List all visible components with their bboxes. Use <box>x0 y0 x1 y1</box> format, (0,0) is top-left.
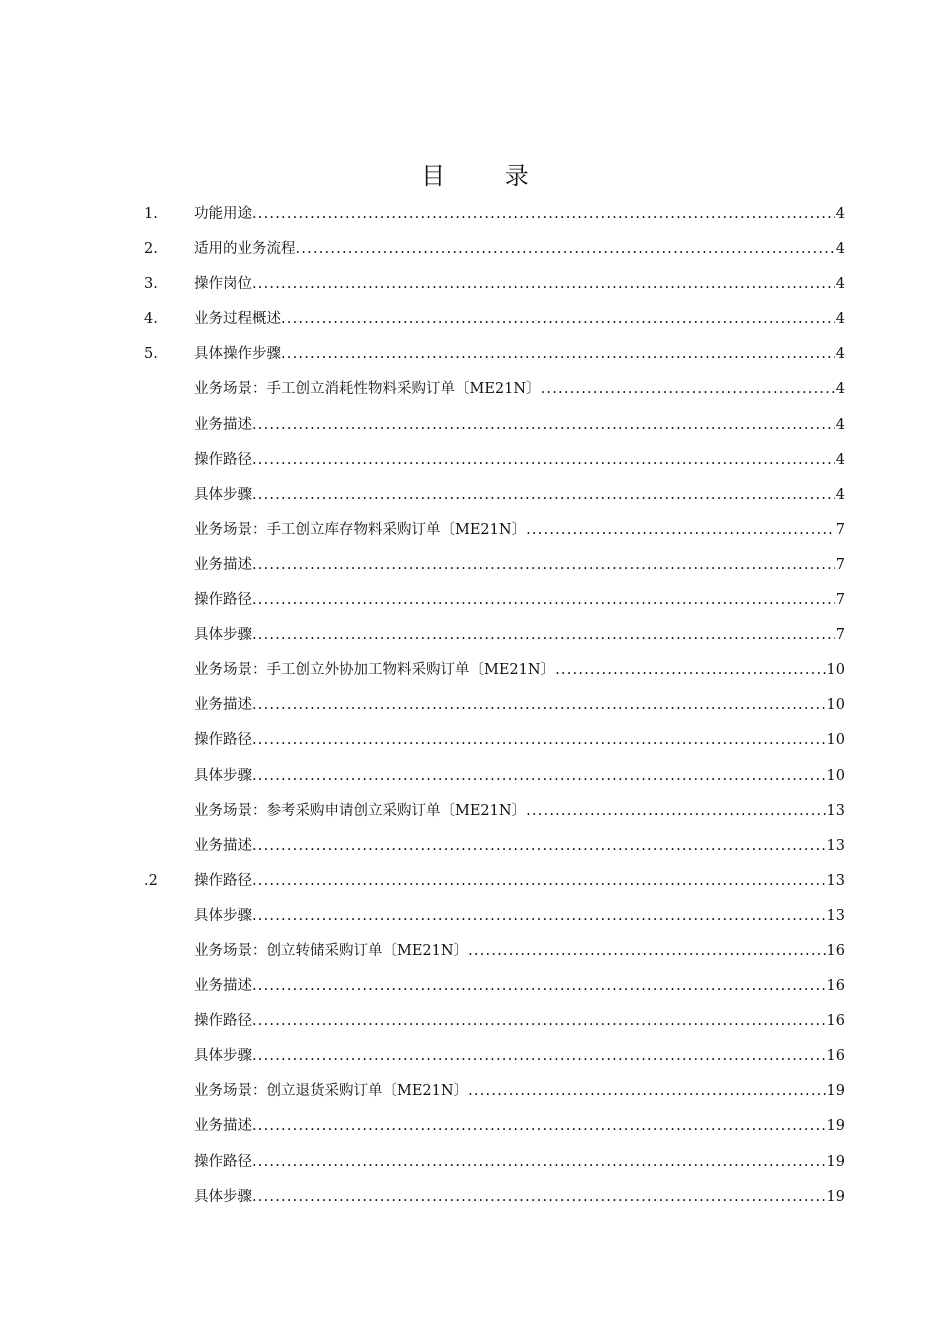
toc-entry[interactable] <box>0 968 950 1003</box>
toc-dot-leader <box>281 344 835 364</box>
toc-entry-text[interactable]: 操作路径 <box>194 1153 252 1170</box>
toc-entry-text[interactable]: 具体步骤 <box>194 1048 252 1065</box>
toc-entry-line <box>194 239 845 259</box>
toc-entry-page-number: 10 <box>826 662 845 679</box>
toc-entry[interactable] <box>0 301 950 336</box>
toc-entry-text[interactable]: 业务场景：参考采购申请创立采购订单〔ME21N〕 <box>194 802 527 819</box>
toc-entry-page-number: 19 <box>826 1153 845 1170</box>
toc-entry-page-number: 7 <box>835 556 845 573</box>
toc-dot-leader <box>468 941 825 961</box>
toc-entry-text[interactable]: 业务描述 <box>194 1118 252 1135</box>
toc-entry-line <box>194 415 845 435</box>
toc-entry-page-number: 10 <box>826 697 845 714</box>
toc-entry-line <box>194 274 845 294</box>
toc-entry-line <box>194 836 845 856</box>
toc-entry-line <box>194 555 845 575</box>
toc-dot-leader <box>296 239 835 259</box>
toc-entry-text[interactable]: 适用的业务流程 <box>194 241 296 258</box>
toc-entry-page-number: 19 <box>826 1118 845 1135</box>
toc-entry-page-number: 4 <box>835 451 845 468</box>
toc-entry[interactable] <box>0 828 950 863</box>
toc-entry-line <box>194 801 845 821</box>
toc-entry[interactable] <box>0 266 950 301</box>
toc-entry-line <box>194 976 845 996</box>
toc-entry[interactable] <box>0 442 950 477</box>
toc-entry[interactable] <box>0 758 950 793</box>
toc-entry-text[interactable]: 操作路径 <box>194 592 252 609</box>
toc-entry[interactable] <box>0 722 950 757</box>
toc-entry-text[interactable]: 具体步骤 <box>194 767 252 784</box>
toc-entry-number: 3. <box>144 276 158 293</box>
toc-entry-text[interactable]: 操作路径 <box>194 872 252 889</box>
toc-entry-text[interactable]: 业务场景：创立转储采购订单〔ME21N〕 <box>194 942 469 959</box>
toc-dot-leader <box>252 836 826 856</box>
toc-dot-leader <box>252 204 835 224</box>
toc-entry-text[interactable]: 业务场景：手工创立外协加工物料采购订单〔ME21N〕 <box>194 662 556 679</box>
toc-dot-leader <box>541 379 835 399</box>
toc-entry-text[interactable]: 业务描述 <box>194 697 252 714</box>
toc-dot-leader <box>252 766 826 786</box>
toc-entry-text[interactable]: 业务描述 <box>194 837 252 854</box>
toc-dot-leader <box>252 1152 826 1172</box>
toc-entry-text[interactable]: 业务描述 <box>194 556 252 573</box>
toc-entry-text[interactable]: 具体步骤 <box>194 627 252 644</box>
toc-dot-leader <box>555 660 825 680</box>
toc-entry[interactable] <box>0 687 950 722</box>
toc-entry-text[interactable]: 功能用途 <box>194 206 252 222</box>
toc-entry[interactable] <box>0 1179 950 1214</box>
toc-entry-text[interactable]: 操作岗位 <box>194 276 252 293</box>
toc-entry-page-number: 7 <box>835 627 845 644</box>
toc-dot-leader <box>252 1116 826 1136</box>
toc-entry-text[interactable]: 操作路径 <box>194 1013 252 1030</box>
toc-entry-line <box>194 625 845 645</box>
toc-dot-leader <box>252 555 835 575</box>
toc-entry-text[interactable]: 业务场景：创立退货采购订单〔ME21N〕 <box>194 1083 469 1100</box>
toc-entry-line <box>194 695 845 715</box>
toc-entry-page-number: 7 <box>835 521 845 538</box>
toc-dot-leader <box>252 274 835 294</box>
toc-entry-line <box>194 204 845 224</box>
toc-entry-line <box>194 450 845 470</box>
toc-dot-leader <box>252 1046 826 1066</box>
toc-entry-line <box>194 730 845 750</box>
toc-dot-leader <box>252 450 835 470</box>
toc-entry-number: .2 <box>144 872 158 889</box>
toc-entry-text[interactable]: 具体操作步骤 <box>194 346 281 363</box>
toc-list <box>0 196 950 1214</box>
toc-entry-line <box>194 485 845 505</box>
toc-entry-line <box>194 1187 845 1207</box>
toc-dot-leader <box>252 1011 826 1031</box>
toc-entry-line <box>194 941 845 961</box>
toc-entry[interactable] <box>0 898 950 933</box>
toc-entry-page-number: 16 <box>826 1013 845 1030</box>
toc-entry[interactable] <box>0 582 950 617</box>
toc-entry[interactable] <box>0 1038 950 1073</box>
toc-entry-line <box>194 1116 845 1136</box>
toc-entry-line <box>194 344 845 364</box>
toc-entry-page-number: 7 <box>835 592 845 609</box>
toc-entry-page-number: 10 <box>826 732 845 749</box>
toc-entry-page-number: 13 <box>826 907 845 924</box>
toc-entry-line <box>194 906 845 926</box>
toc-entry-line <box>194 1046 845 1066</box>
toc-entry-text[interactable]: 具体步骤 <box>194 1188 252 1205</box>
toc-entry-text[interactable]: 操作路径 <box>194 451 252 468</box>
toc-entry-line <box>194 590 845 610</box>
toc-entry-page-number: 4 <box>835 311 845 328</box>
toc-entry[interactable] <box>0 336 950 371</box>
toc-entry-page-number: 16 <box>826 942 845 959</box>
toc-entry[interactable] <box>0 1108 950 1143</box>
toc-entry-page-number: 4 <box>835 206 845 222</box>
toc-entry-page-number: 16 <box>826 978 845 995</box>
toc-entry-text[interactable]: 业务描述 <box>194 416 252 433</box>
toc-title: 目 录 <box>421 162 555 190</box>
toc-entry-number: 5. <box>144 346 158 363</box>
toc-entry-text[interactable]: 业务场景：手工创立库存物料采购订单〔ME21N〕 <box>194 521 527 538</box>
toc-dot-leader <box>252 695 826 715</box>
toc-entry-page-number: 19 <box>826 1083 845 1100</box>
toc-entry[interactable] <box>0 477 950 512</box>
toc-dot-leader <box>526 801 825 821</box>
toc-entry[interactable] <box>0 863 950 898</box>
toc-entry-line <box>194 871 845 891</box>
toc-dot-leader <box>252 871 826 891</box>
toc-entry[interactable] <box>0 933 950 968</box>
toc-entry-line <box>194 309 845 329</box>
toc-entry[interactable] <box>0 371 950 406</box>
toc-entry-page-number: 16 <box>826 1048 845 1065</box>
toc-entry[interactable] <box>0 196 950 231</box>
toc-dot-leader <box>252 415 835 435</box>
toc-entry-page-number: 4 <box>835 241 845 258</box>
toc-dot-leader <box>252 976 826 996</box>
toc-entry-page-number: 10 <box>826 767 845 784</box>
toc-entry[interactable] <box>0 407 950 442</box>
toc-entry-number: 4. <box>144 311 158 328</box>
toc-entry[interactable] <box>0 617 950 652</box>
toc-entry-text[interactable]: 业务描述 <box>194 978 252 995</box>
toc-entry-page-number: 4 <box>835 416 845 433</box>
toc-entry[interactable] <box>0 652 950 687</box>
toc-dot-leader <box>252 730 826 750</box>
toc-entry-number: 1. <box>144 206 158 222</box>
toc-dot-leader <box>526 520 835 540</box>
toc-entry-text[interactable]: 具体步骤 <box>194 486 252 503</box>
toc-entry-line <box>194 379 845 399</box>
toc-entry-page-number: 13 <box>826 872 845 889</box>
toc-entry-line <box>194 1081 845 1101</box>
toc-entry-text[interactable]: 操作路径 <box>194 732 252 749</box>
toc-dot-leader <box>252 1187 826 1207</box>
toc-entry-line <box>194 1152 845 1172</box>
toc-dot-leader <box>468 1081 825 1101</box>
toc-entry-page-number: 19 <box>826 1188 845 1205</box>
toc-entry-page-number: 4 <box>835 486 845 503</box>
toc-entry[interactable] <box>0 793 950 828</box>
toc-entry[interactable] <box>0 1003 950 1038</box>
toc-entry-text[interactable]: 具体步骤 <box>194 907 252 924</box>
toc-entry-line <box>194 1011 845 1031</box>
toc-dot-leader <box>281 309 835 329</box>
toc-entry-page-number: 13 <box>826 837 845 854</box>
toc-entry[interactable] <box>0 1144 950 1179</box>
toc-entry[interactable] <box>0 1073 950 1108</box>
toc-entry-line <box>194 520 845 540</box>
toc-entry-number: 2. <box>144 241 158 258</box>
toc-entry-page-number: 13 <box>826 802 845 819</box>
toc-entry[interactable] <box>0 512 950 547</box>
toc-entry[interactable] <box>0 231 950 266</box>
toc-entry-line <box>194 766 845 786</box>
toc-entry-text[interactable]: 业务过程概述 <box>194 311 281 328</box>
toc-entry[interactable] <box>0 547 950 582</box>
toc-dot-leader <box>252 625 835 645</box>
toc-entry-page-number: 4 <box>835 276 845 293</box>
toc-dot-leader <box>252 485 835 505</box>
toc-dot-leader <box>252 590 835 610</box>
toc-dot-leader <box>252 906 826 926</box>
toc-entry-page-number: 4 <box>835 381 845 398</box>
toc-entry-page-number: 4 <box>835 346 845 363</box>
toc-entry-text[interactable]: 业务场景：手工创立消耗性物料采购订单〔ME21N〕 <box>194 381 541 398</box>
toc-entry-line <box>194 660 845 680</box>
